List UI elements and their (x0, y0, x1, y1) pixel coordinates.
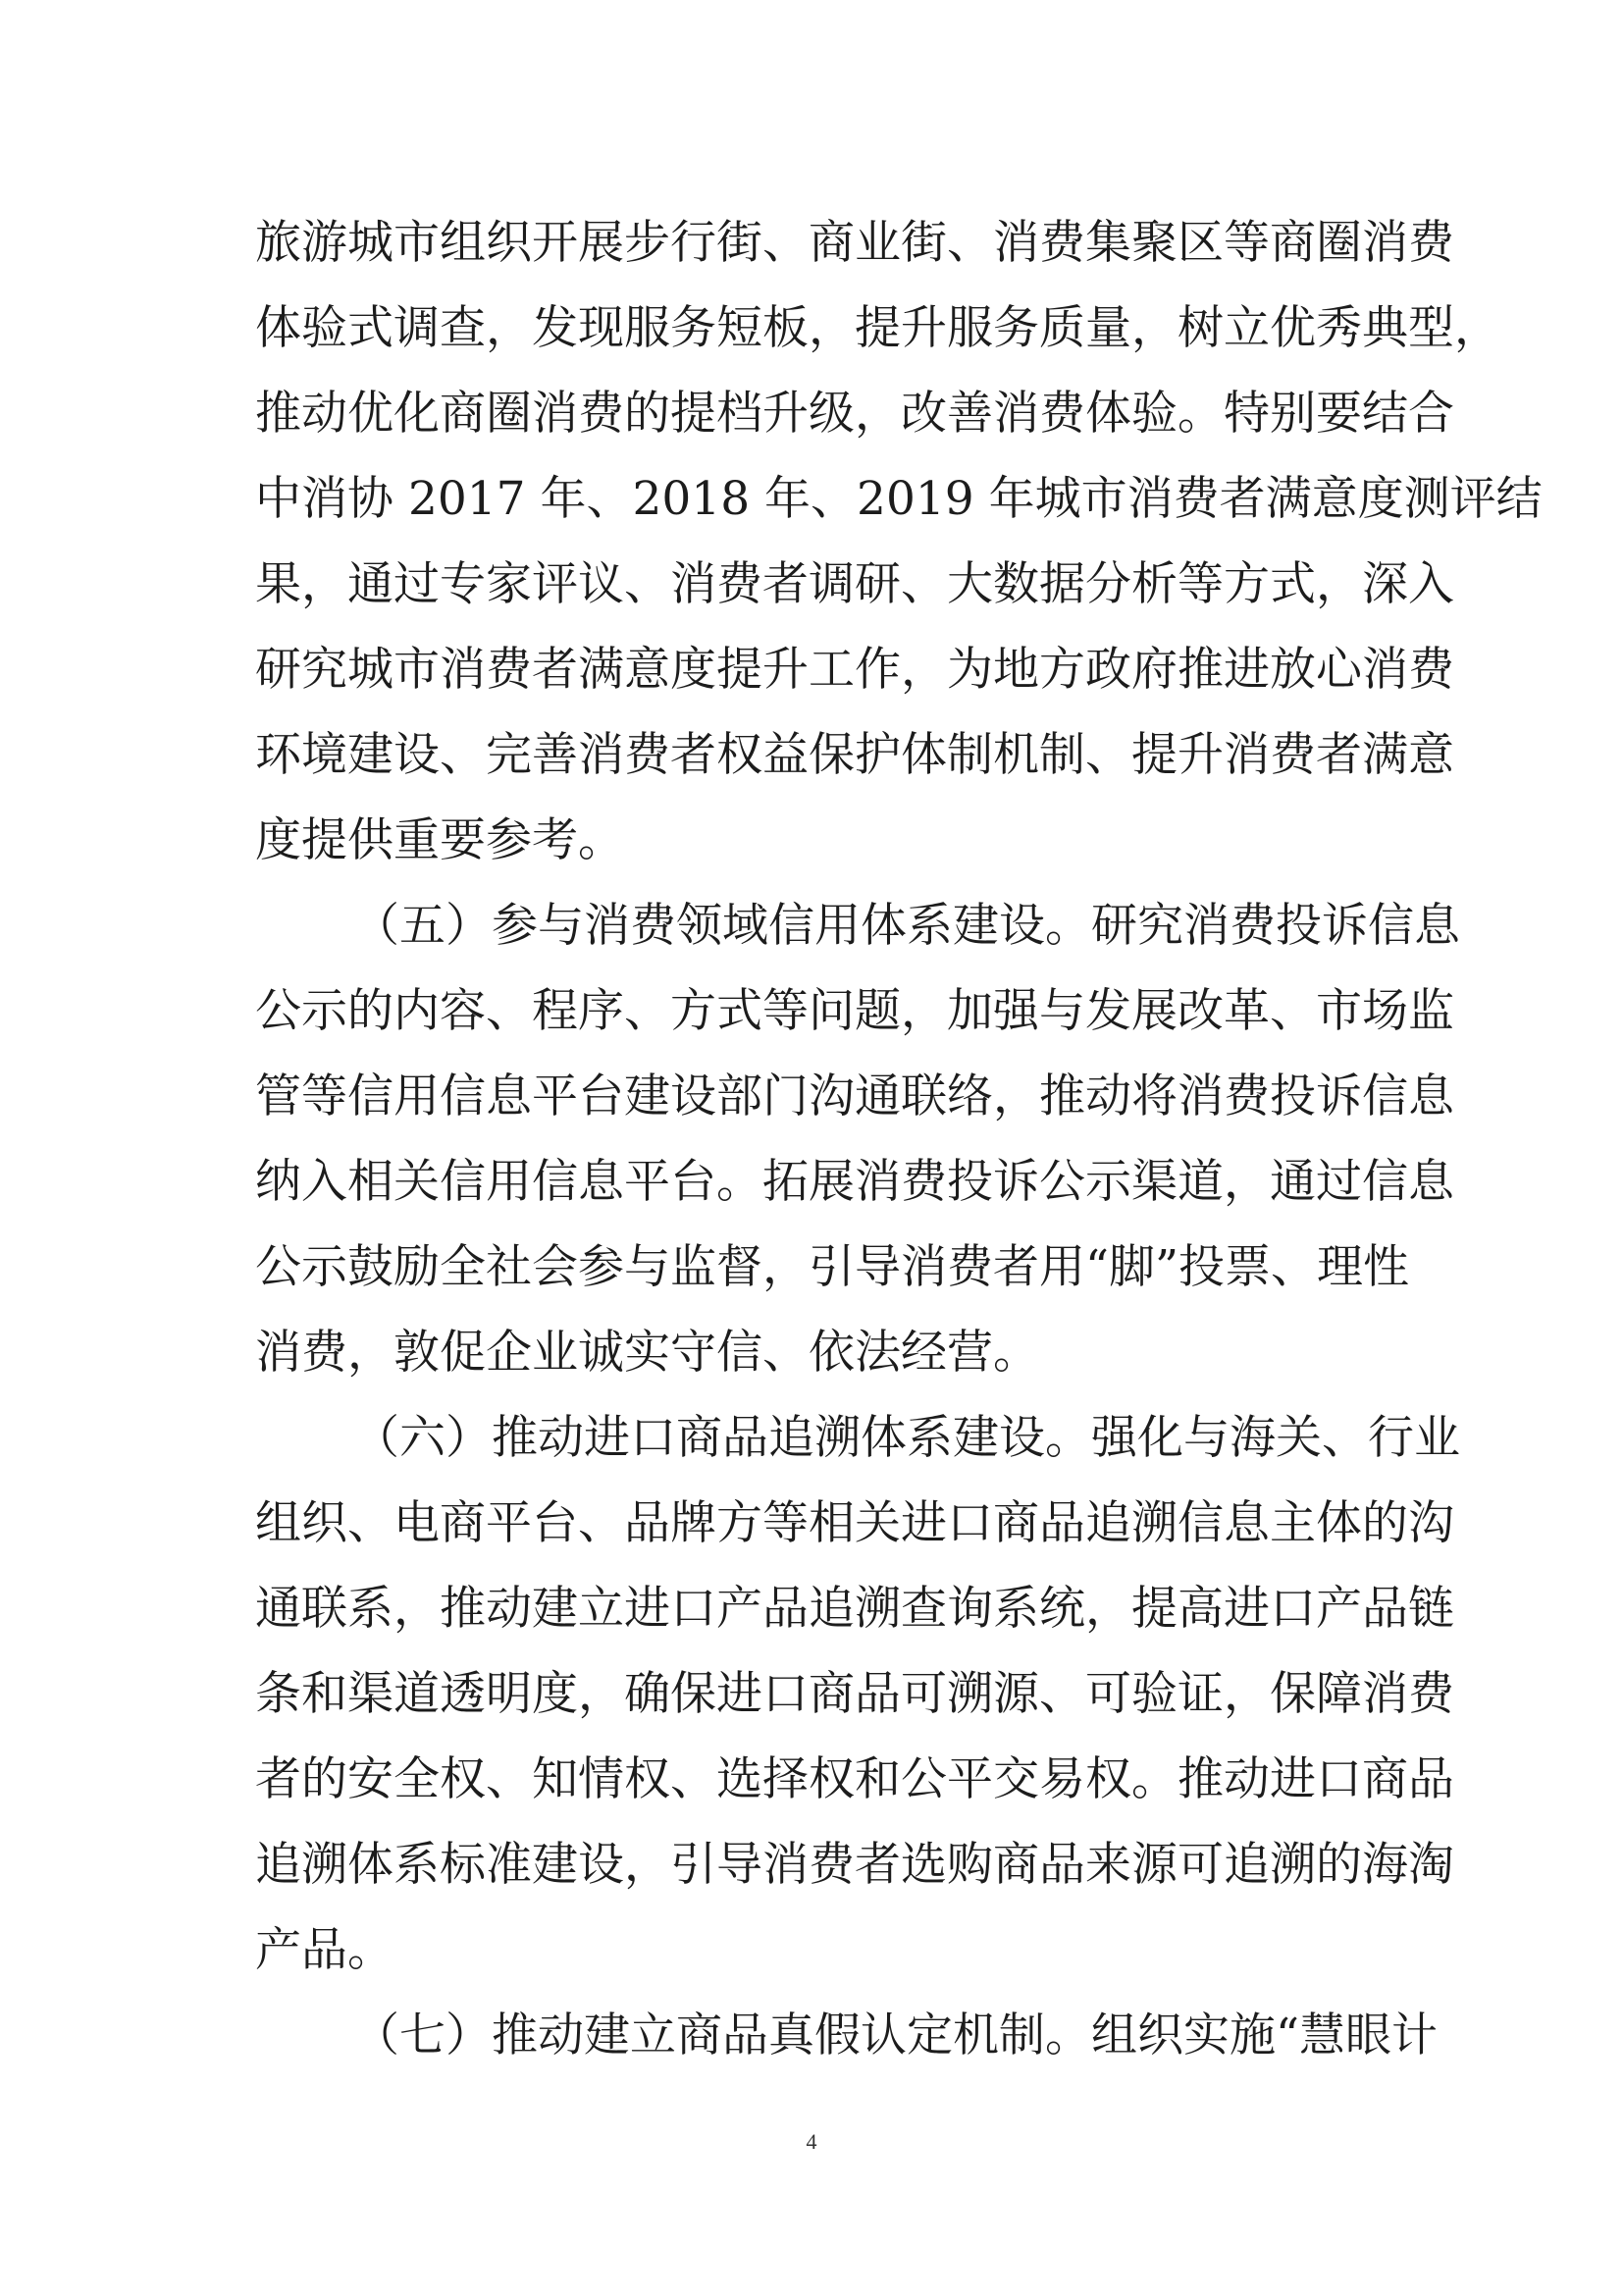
body-line: 组织、电商平台、品牌方等相关进口商品追溯信息主体的沟 (255, 1496, 1454, 1550)
body-line: 中消协 2017 年、2018 年、2019 年城市消费者满意度测评结 (255, 472, 1543, 526)
body-line: 条和渠道透明度，确保进口商品可溯源、可验证，保障消费 (255, 1667, 1454, 1721)
section-heading-line: （五）参与消费领域信用体系建设。研究消费投诉信息 (353, 899, 1460, 953)
body-line: 消费，敦促企业诚实守信、依法经营。 (255, 1326, 1039, 1380)
body-line: 管等信用信息平台建设部门沟通联络，推动将消费投诉信息 (255, 1070, 1454, 1123)
body-line: 产品。 (255, 1923, 393, 1977)
body-line: 公示的内容、程序、方式等问题，加强与发展改革、市场监 (255, 984, 1454, 1038)
section-heading-line: （六）推动进口商品追溯体系建设。强化与海关、行业 (353, 1411, 1460, 1465)
body-line: 研究城市消费者满意度提升工作，为地方政府推进放心消费 (255, 643, 1454, 697)
body-line: 环境建设、完善消费者权益保护体制机制、提升消费者满意 (255, 728, 1454, 782)
body-line: 果，通过专家评议、消费者调研、大数据分析等方式，深入 (255, 557, 1454, 611)
body-line: 者的安全权、知情权、选择权和公平交易权。推动进口商品 (255, 1752, 1454, 1806)
body-line: 纳入相关信用信息平台。拓展消费投诉公示渠道，通过信息 (255, 1155, 1454, 1209)
body-line: 追溯体系标准建设，引导消费者选购商品来源可追溯的海淘 (255, 1838, 1454, 1892)
body-line: 推动优化商圈消费的提档升级，改善消费体验。特别要结合 (255, 387, 1454, 441)
section-heading-line: （七）推动建立商品真假认定机制。组织实施“慧眼计 (353, 2009, 1439, 2062)
body-line: 通联系，推动建立进口产品追溯查询系统，提高进口产品链 (255, 1582, 1454, 1636)
body-line: 公示鼓励全社会参与监督，引导消费者用“脚”投票、理性 (255, 1240, 1410, 1294)
body-line: 体验式调查，发现服务短板，提升服务质量，树立优秀典型， (255, 301, 1500, 355)
page-number: 4 (806, 2129, 817, 2154)
body-line: 旅游城市组织开展步行街、商业街、消费集聚区等商圈消费 (255, 216, 1454, 270)
body-line: 度提供重要参考。 (255, 813, 624, 867)
